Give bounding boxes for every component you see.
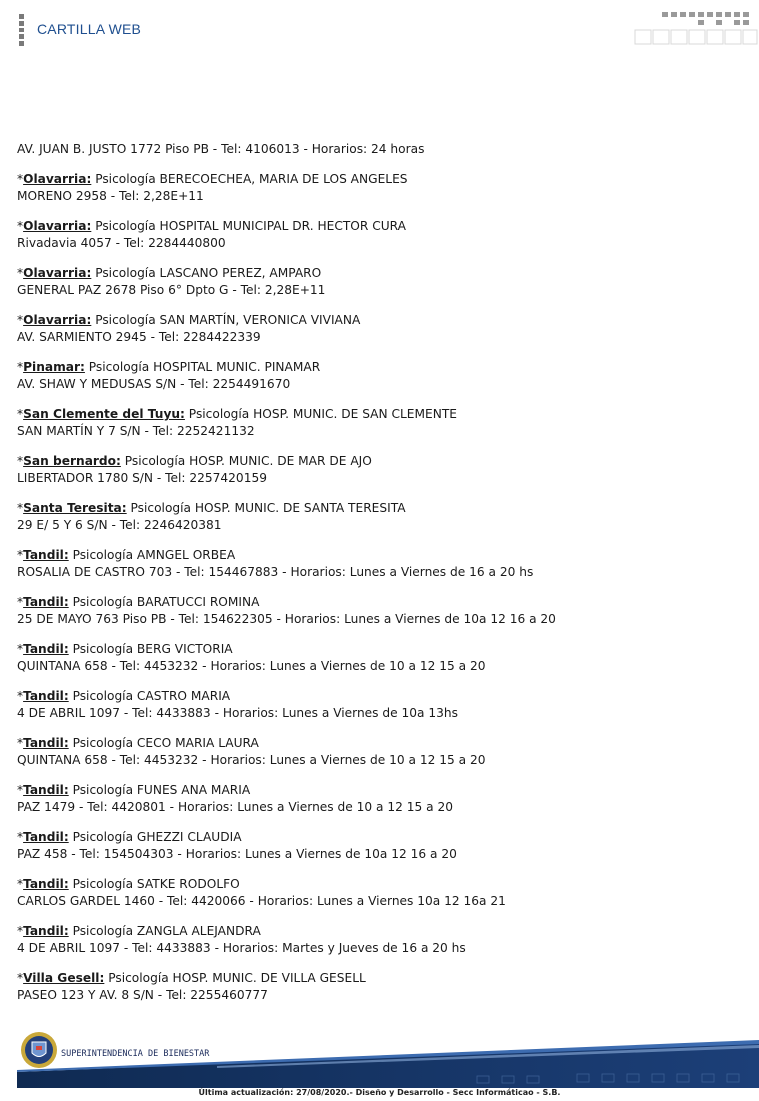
list-item	[17, 594, 737, 628]
service-name: Psicología HOSP. MUNIC. DE SAN CLEMENTE	[184, 407, 457, 421]
intro-line: AV. JUAN B. JUSTO 1772 Piso PB - Tel: 4106013 - Horarios: 24 horas	[17, 142, 425, 156]
city-name: Tandil:	[23, 595, 69, 609]
list-item	[17, 735, 737, 769]
entry-address: 4 DE ABRIL 1097 - Tel: 4433883 - Horarios: Martes y Jueves de 16 a 20 hs	[17, 941, 466, 955]
entry-address: PAZ 1479 - Tel: 4420801 - Horarios: Lunes a Viernes de 10 a 12 15 a 20	[17, 800, 453, 814]
list-item	[17, 876, 737, 910]
entry-heading: *Tandil: Psicología GHEZZI CLAUDIA	[17, 830, 242, 844]
entry-heading: *Villa Gesell: Psicología HOSP. MUNIC. DE VILLA GESELL	[17, 971, 366, 985]
list-item	[17, 312, 737, 346]
service-name: Psicología CECO MARIA LAURA	[68, 736, 259, 750]
entry-address: PAZ 458 - Tel: 154504303 - Horarios: Lunes a Viernes de 10a 12 16 a 20	[17, 847, 457, 861]
entry-heading: *Tandil: Psicología SATKE RODOLFO	[17, 877, 240, 891]
list-item	[17, 171, 737, 205]
list-item	[17, 500, 737, 534]
city-name: Olavarria:	[23, 266, 92, 280]
list-item	[17, 829, 737, 863]
entry-heading: *Tandil: Psicología CASTRO MARIA	[17, 689, 231, 703]
service-name: Psicología BARATUCCI ROMINA	[68, 595, 260, 609]
city-name: Tandil:	[23, 548, 69, 562]
header-accent-bar	[19, 14, 24, 46]
directory-listing	[17, 141, 737, 1017]
entry-address: AV. SHAW Y MEDUSAS S/N - Tel: 2254491670	[17, 377, 291, 391]
city-name: Tandil:	[23, 877, 69, 891]
list-item	[17, 641, 737, 675]
entry-heading: *Olavarria: Psicología HOSPITAL MUNICIPAL DR. HECTOR CURA	[17, 219, 406, 233]
entry-heading: *Tandil: Psicología BARATUCCI ROMINA	[17, 595, 260, 609]
city-name: Tandil:	[23, 783, 69, 797]
city-name: Tandil:	[23, 830, 69, 844]
entries-list	[17, 171, 737, 1004]
pixel-blocks-icon	[634, 8, 759, 48]
city-name: Villa Gesell:	[23, 971, 105, 985]
page-title: CARTILLA WEB	[37, 21, 142, 37]
entry-heading: *Tandil: Psicología ZANGLA ALEJANDRA	[17, 924, 261, 938]
entry-address: QUINTANA 658 - Tel: 4453232 - Horarios: Lunes a Viernes de 10 a 12 15 a 20	[17, 753, 486, 767]
service-name: Psicología ZANGLA ALEJANDRA	[68, 924, 261, 938]
entry-address: GENERAL PAZ 2678 Piso 6° Dpto G - Tel: 2,28E+11	[17, 283, 326, 297]
entry-heading: *Tandil: Psicología CECO MARIA LAURA	[17, 736, 259, 750]
entry-address: 4 DE ABRIL 1097 - Tel: 4433883 - Horarios: Lunes a Viernes de 10a 13hs	[17, 706, 458, 720]
entry-address: QUINTANA 658 - Tel: 4453232 - Horarios: Lunes a Viernes de 10 a 12 15 a 20	[17, 659, 486, 673]
entry-address: AV. SARMIENTO 2945 - Tel: 2284422339	[17, 330, 261, 344]
entry-heading: *San Clemente del Tuyu: Psicología HOSP. MUNIC. DE SAN CLEMENTE	[17, 407, 457, 421]
city-name: San bernardo:	[23, 454, 121, 468]
service-name: Psicología HOSP. MUNIC. DE SANTA TERESITA	[126, 501, 406, 515]
service-name: Psicología CASTRO MARIA	[68, 689, 231, 703]
entry-heading: *Olavarria: Psicología LASCANO PEREZ, AMPARO	[17, 266, 322, 280]
list-item	[17, 688, 737, 722]
entry-heading: *Pinamar: Psicología HOSPITAL MUNIC. PINAMAR	[17, 360, 321, 374]
list-item	[17, 359, 737, 393]
entry-address: CARLOS GARDEL 1460 - Tel: 4420066 - Horarios: Lunes a Viernes 10a 12 16a 21	[17, 894, 506, 908]
city-name: Olavarria:	[23, 172, 92, 186]
list-item	[17, 218, 737, 252]
city-name: Tandil:	[23, 924, 69, 938]
city-name: Olavarria:	[23, 313, 92, 327]
service-name: Psicología BERG VICTORIA	[68, 642, 233, 656]
entry-heading: *Olavarria: Psicología SAN MARTÍN, VERONICA VIVIANA	[17, 313, 361, 327]
entry-address: 29 E/ 5 Y 6 S/N - Tel: 2246420381	[17, 518, 222, 532]
entry-address: ROSALIA DE CASTRO 703 - Tel: 154467883 - Horarios: Lunes a Viernes de 16 a 20 hs	[17, 565, 534, 579]
list-item	[17, 782, 737, 816]
entry-address: Rivadavia 4057 - Tel: 2284440800	[17, 236, 226, 250]
entry-address: PASEO 123 Y AV. 8 S/N - Tel: 2255460777	[17, 988, 268, 1002]
entry-heading: *Tandil: Psicología FUNES ANA MARIA	[17, 783, 251, 797]
service-name: Psicología GHEZZI CLAUDIA	[68, 830, 242, 844]
entry-address: LIBERTADOR 1780 S/N - Tel: 2257420159	[17, 471, 267, 485]
service-name: Psicología AMNGEL ORBEA	[68, 548, 236, 562]
city-name: Tandil:	[23, 642, 69, 656]
service-name: Psicología HOSPITAL MUNICIPAL DR. HECTOR CURA	[91, 219, 406, 233]
organization-name: SUPERINTENDENCIA DE BIENESTAR	[61, 1049, 210, 1059]
service-name: Psicología HOSP. MUNIC. DE MAR DE AJO	[120, 454, 372, 468]
entry-address: MORENO 2958 - Tel: 2,28E+11	[17, 189, 204, 203]
service-name: Psicología BERECOECHEA, MARIA DE LOS ANGELES	[91, 172, 408, 186]
entry-address: 25 DE MAYO 763 Piso PB - Tel: 154622305 - Horarios: Lunes a Viernes de 10a 12 16 a 20	[17, 612, 556, 626]
service-name: Psicología LASCANO PEREZ, AMPARO	[91, 266, 322, 280]
city-name: Olavarria:	[23, 219, 92, 233]
entry-heading: *Tandil: Psicología AMNGEL ORBEA	[17, 548, 236, 562]
entry-heading: *San bernardo: Psicología HOSP. MUNIC. DE MAR DE AJO	[17, 454, 372, 468]
list-item	[17, 547, 737, 581]
shield-emblem-icon	[21, 1032, 57, 1068]
list-item	[17, 265, 737, 299]
city-name: Santa Teresita:	[23, 501, 127, 515]
list-item	[17, 923, 737, 957]
service-name: Psicología SATKE RODOLFO	[68, 877, 240, 891]
entry-heading: *Tandil: Psicología BERG VICTORIA	[17, 642, 233, 656]
footer-update-note: Última actualización: 27/08/2020.- Diseño y Desarrollo - Secc Informáticao - S.B.	[198, 1088, 561, 1097]
city-name: Pinamar:	[23, 360, 85, 374]
city-name: Tandil:	[23, 689, 69, 703]
service-name: Psicología FUNES ANA MARIA	[68, 783, 251, 797]
service-name: Psicología HOSP. MUNIC. DE VILLA GESELL	[104, 971, 366, 985]
list-item	[17, 970, 737, 1004]
entry-address: SAN MARTÍN Y 7 S/N - Tel: 2252421132	[17, 424, 255, 438]
entry-heading: *Olavarria: Psicología BERECOECHEA, MARIA DE LOS ANGELES	[17, 172, 408, 186]
service-name: Psicología SAN MARTÍN, VERONICA VIVIANA	[91, 313, 361, 327]
city-name: San Clemente del Tuyu:	[23, 407, 185, 421]
city-name: Tandil:	[23, 736, 69, 750]
entry-heading: *Santa Teresita: Psicología HOSP. MUNIC. DE SANTA TERESITA	[17, 501, 406, 515]
service-name: Psicología HOSPITAL MUNIC. PINAMAR	[84, 360, 321, 374]
list-item	[17, 453, 737, 487]
list-item	[17, 406, 737, 440]
